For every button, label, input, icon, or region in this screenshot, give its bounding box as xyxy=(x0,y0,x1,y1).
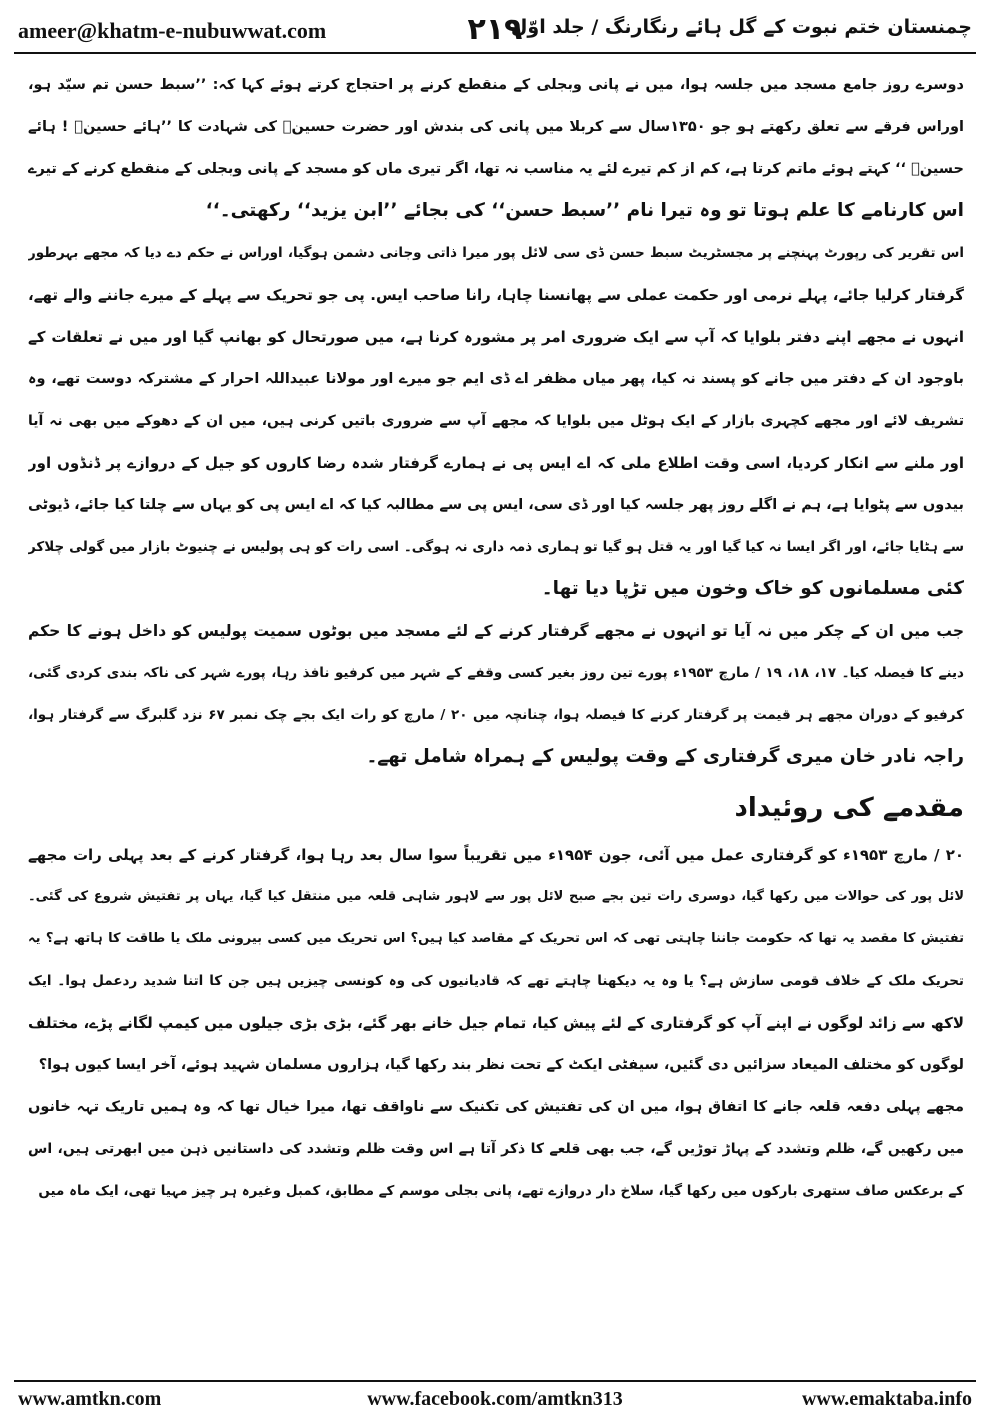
footer-link-facebook[interactable]: www.facebook.com/amtkn313 xyxy=(367,1388,623,1410)
footer-link-emaktaba[interactable]: www.emaktaba.info xyxy=(801,1388,972,1410)
text-line: سے ہٹایا جائے، اور اگر ایسا نہ کیا گیا اور یہ قتل ہو گیا تو ہماری ذمہ داری نہ ہوگی۔ اسی رات کو ہی پولیس نے چنیوٹ بازار میں گولی چلاکر xyxy=(28,539,964,555)
paragraph xyxy=(28,834,964,1086)
text-line: دینے کا فیصلہ کیا۔ ۱۷، ۱۸، ۱۹ / مارچ ۱۹۵۳ء پورے تین روز بغیر کسی وقفے کے شہر میں کرفیو نافذ رہا، پورے شہر کی ناکہ بندی کردی گئی، xyxy=(28,665,964,681)
header-divider xyxy=(14,52,976,54)
footer-link-amtkn[interactable]: www.amtkn.com xyxy=(18,1388,162,1410)
page-number: ۲۱۹ xyxy=(467,12,523,47)
paragraphs-after-heading xyxy=(28,834,964,1212)
text-line: جب میں ان کے چکر میں نہ آیا تو انہوں نے مجھے گرفتار کرنے کے لئے مسجد میں بوٹوں سمیت پولیس کو داخل ہونے کا حکم xyxy=(28,622,964,640)
text-line: لوگوں کو مختلف المیعاد سزائیں دی گئیں، سیفٹی ایکٹ کے تحت نظر بند رکھا گیا، ہزاروں مسلمان شہید ہوئے، آخر ایسا کیوں ہوا؟ xyxy=(38,1057,964,1073)
text-line: ۲۰ / مارچ ۱۹۵۳ء کو گرفتاری عمل میں آئی، جون ۱۹۵۴ء میں تقریباً سوا سال بعد رہا ہوا، گرفتار کرنے کے بعد پہلی رات مجھے xyxy=(28,846,964,864)
text-line: راجہ نادر خان میری گرفتاری کے وقت پولیس کے ہمراہ شامل تھے۔ xyxy=(366,746,964,767)
paragraph xyxy=(28,232,964,610)
paragraphs-before-heading xyxy=(28,64,964,778)
text-line: مجھے پہلی دفعہ قلعہ جانے کا اتفاق ہوا، میں ان کی تفتیش کی تکنیک سے ناواقف تھا، میرا خیال تھا کہ وہ ہمیں تاریک تہہ خانوں xyxy=(28,1099,964,1115)
text-line: اوراس فرقے سے تعلق رکھتے ہو جو ۱۳۵۰سال سے کربلا میں پانی کی بندش اور حضرت حسینؓ کی شہادت کا ’’ہائے حسینؓ ! ہائے xyxy=(28,119,964,135)
text-line: کے برعکس صاف ستھری بارکوں میں رکھا گیا، سلاخ دار دروازے تھے، پانی بجلی موسم کے مطابق، کمبل وغیرہ ہر چیز مہیا تھی، ایک ماہ میں xyxy=(38,1183,964,1199)
page-footer xyxy=(14,1386,976,1414)
book-title: چمنستان ختم نبوت کے گل ہائے رنگارنگ / جلد اوّل xyxy=(510,16,972,38)
text-line: دوسرے روز جامع مسجد میں جلسہ ہوا، میں نے پانی وبجلی کے منقطع کرنے پر احتجاج کرتے ہوئے کہا کہ: ’’سبط حسن تم سیّد ہو، xyxy=(28,77,964,93)
body-text xyxy=(28,64,964,1212)
paragraph xyxy=(28,64,964,232)
text-line: لاکھ سے زائد لوگوں نے اپنے آپ کو گرفتاری کے لئے پیش کیا، تمام جیل خانے بھر گئے، بڑی بڑی جیلوں میں کیمپ لگانے پڑے، مختلف xyxy=(28,1014,964,1032)
text-line: تشریف لائے اور مجھے کچہری بازار کے ایک ہوٹل میں بلوایا کہ مجھے آپ سے ضروری باتیں کرنی ہیں، میں ان کے دھوکے میں بھی نہ آیا xyxy=(28,413,964,429)
text-line: کرفیو کے دوران مجھے ہر قیمت پر گرفتار کرنے کا فیصلہ ہوا، چنانچہ میں ۲۰ / مارچ کو رات ایک بجے چک نمبر ۶۷ نزد گلبرگ سے گرفتار ہوا، xyxy=(28,707,964,723)
paragraph xyxy=(28,1086,964,1212)
text-line: اس تقریر کی رپورٹ پہنچنے پر مجسٹریٹ سبط حسن ڈی سی لائل پور میرا ذاتی وجانی دشمن ہوگیا، اوراس نے حکم دے دیا کہ مجھے بہرطور xyxy=(28,245,964,261)
section-heading: مقدمے کی روئیداد xyxy=(734,793,964,823)
header-email[interactable]: ameer@khatm-e-nubuwwat.com xyxy=(18,18,327,43)
text-line: انہوں نے مجھے اپنے دفتر بلوایا کہ آپ سے ایک ضروری امر پر مشورہ کرنا ہے، میں صورتحال کو بھانپ گیا اور میں نے تعلقات کے xyxy=(28,328,964,346)
text-line: بیدوں سے پٹوایا ہے، ہم نے اگلے روز پھر جلسہ کیا اور ڈی سی، ایس پی سے مطالبہ کیا کہ اے ایس پی کو یہاں سے چلتا کیا جائے، ڈیوٹی xyxy=(28,497,964,513)
text-line: گرفتار کرلیا جائے، پہلے نرمی اور حکمت عملی سے پھانسنا چاہا، رانا صاحب ایس. پی جو تحریک سے پہلے کے میرے جاننے والے تھے، xyxy=(28,286,964,304)
text-line: حسینؓ ‘‘ کہتے ہوئے ماتم کرتا ہے، کم از کم تیرے لئے یہ مناسب نہ تھا، اگر تیری ماں کو مسجد کے پانی وبجلی کے منقطع کرنے کے تیرے xyxy=(28,161,964,177)
text-line: کئی مسلمانوں کو خاک وخون میں تڑپا دیا تھا۔ xyxy=(541,578,964,599)
footer-divider xyxy=(14,1380,976,1382)
text-line: تحریک ملک کے خلاف قومی سازش ہے؟ یا وہ یہ دیکھنا چاہتے تھے کہ قادیانیوں کی وہ کونسی چیزیں ہیں جن کا اتنا شدید ردعمل ہوا۔ ایک xyxy=(28,973,964,989)
text-line: میں رکھیں گے، ظلم وتشدد کے پہاڑ توڑیں گے، جب بھی قلعے کا ذکر آتا ہے اس وقت ظلم وتشدد کی داستانیں ذہن میں ابھرتی ہیں، اس xyxy=(28,1141,964,1157)
text-line: تفتیش کا مقصد یہ تھا کہ حکومت جاننا چاہتی تھی کہ اس تحریک کے مقاصد کیا ہیں؟ اس تحریک میں کسی بیرونی ملک یا طاقت کا ہاتھ ہے؟ یہ xyxy=(28,931,964,946)
text-line: باوجود ان کے دفتر میں جانے کو پسند نہ کیا، پھر میاں مظفر اے ڈی ایم جو میرے اور مولانا عبیداللہ احرار کے مشترکہ دوست تھے، وہ xyxy=(28,371,964,387)
text-line: اس کارنامے کا علم ہوتا تو وہ تیرا نام ’’سبط حسن‘‘ کی بجائے ’’ابن یزید‘‘ رکھتی۔‘‘ xyxy=(205,200,964,221)
page-header xyxy=(14,10,976,50)
text-line: اور ملنے سے انکار کردیا، اسی وقت اطلاع ملی کہ اے ایس پی نے ہمارے گرفتار شدہ رضا کاروں کو جیل کے دروازے پر ڈنڈوں اور xyxy=(28,454,964,472)
paragraph xyxy=(28,610,964,778)
text-line: لائل پور کی حوالات میں رکھا گیا، دوسری رات تین بجے صبح لائل پور سے لاہور شاہی قلعہ میں منتقل کیا گیا، یہاں پر تفتیش شروع کی گئی۔ xyxy=(28,889,964,904)
